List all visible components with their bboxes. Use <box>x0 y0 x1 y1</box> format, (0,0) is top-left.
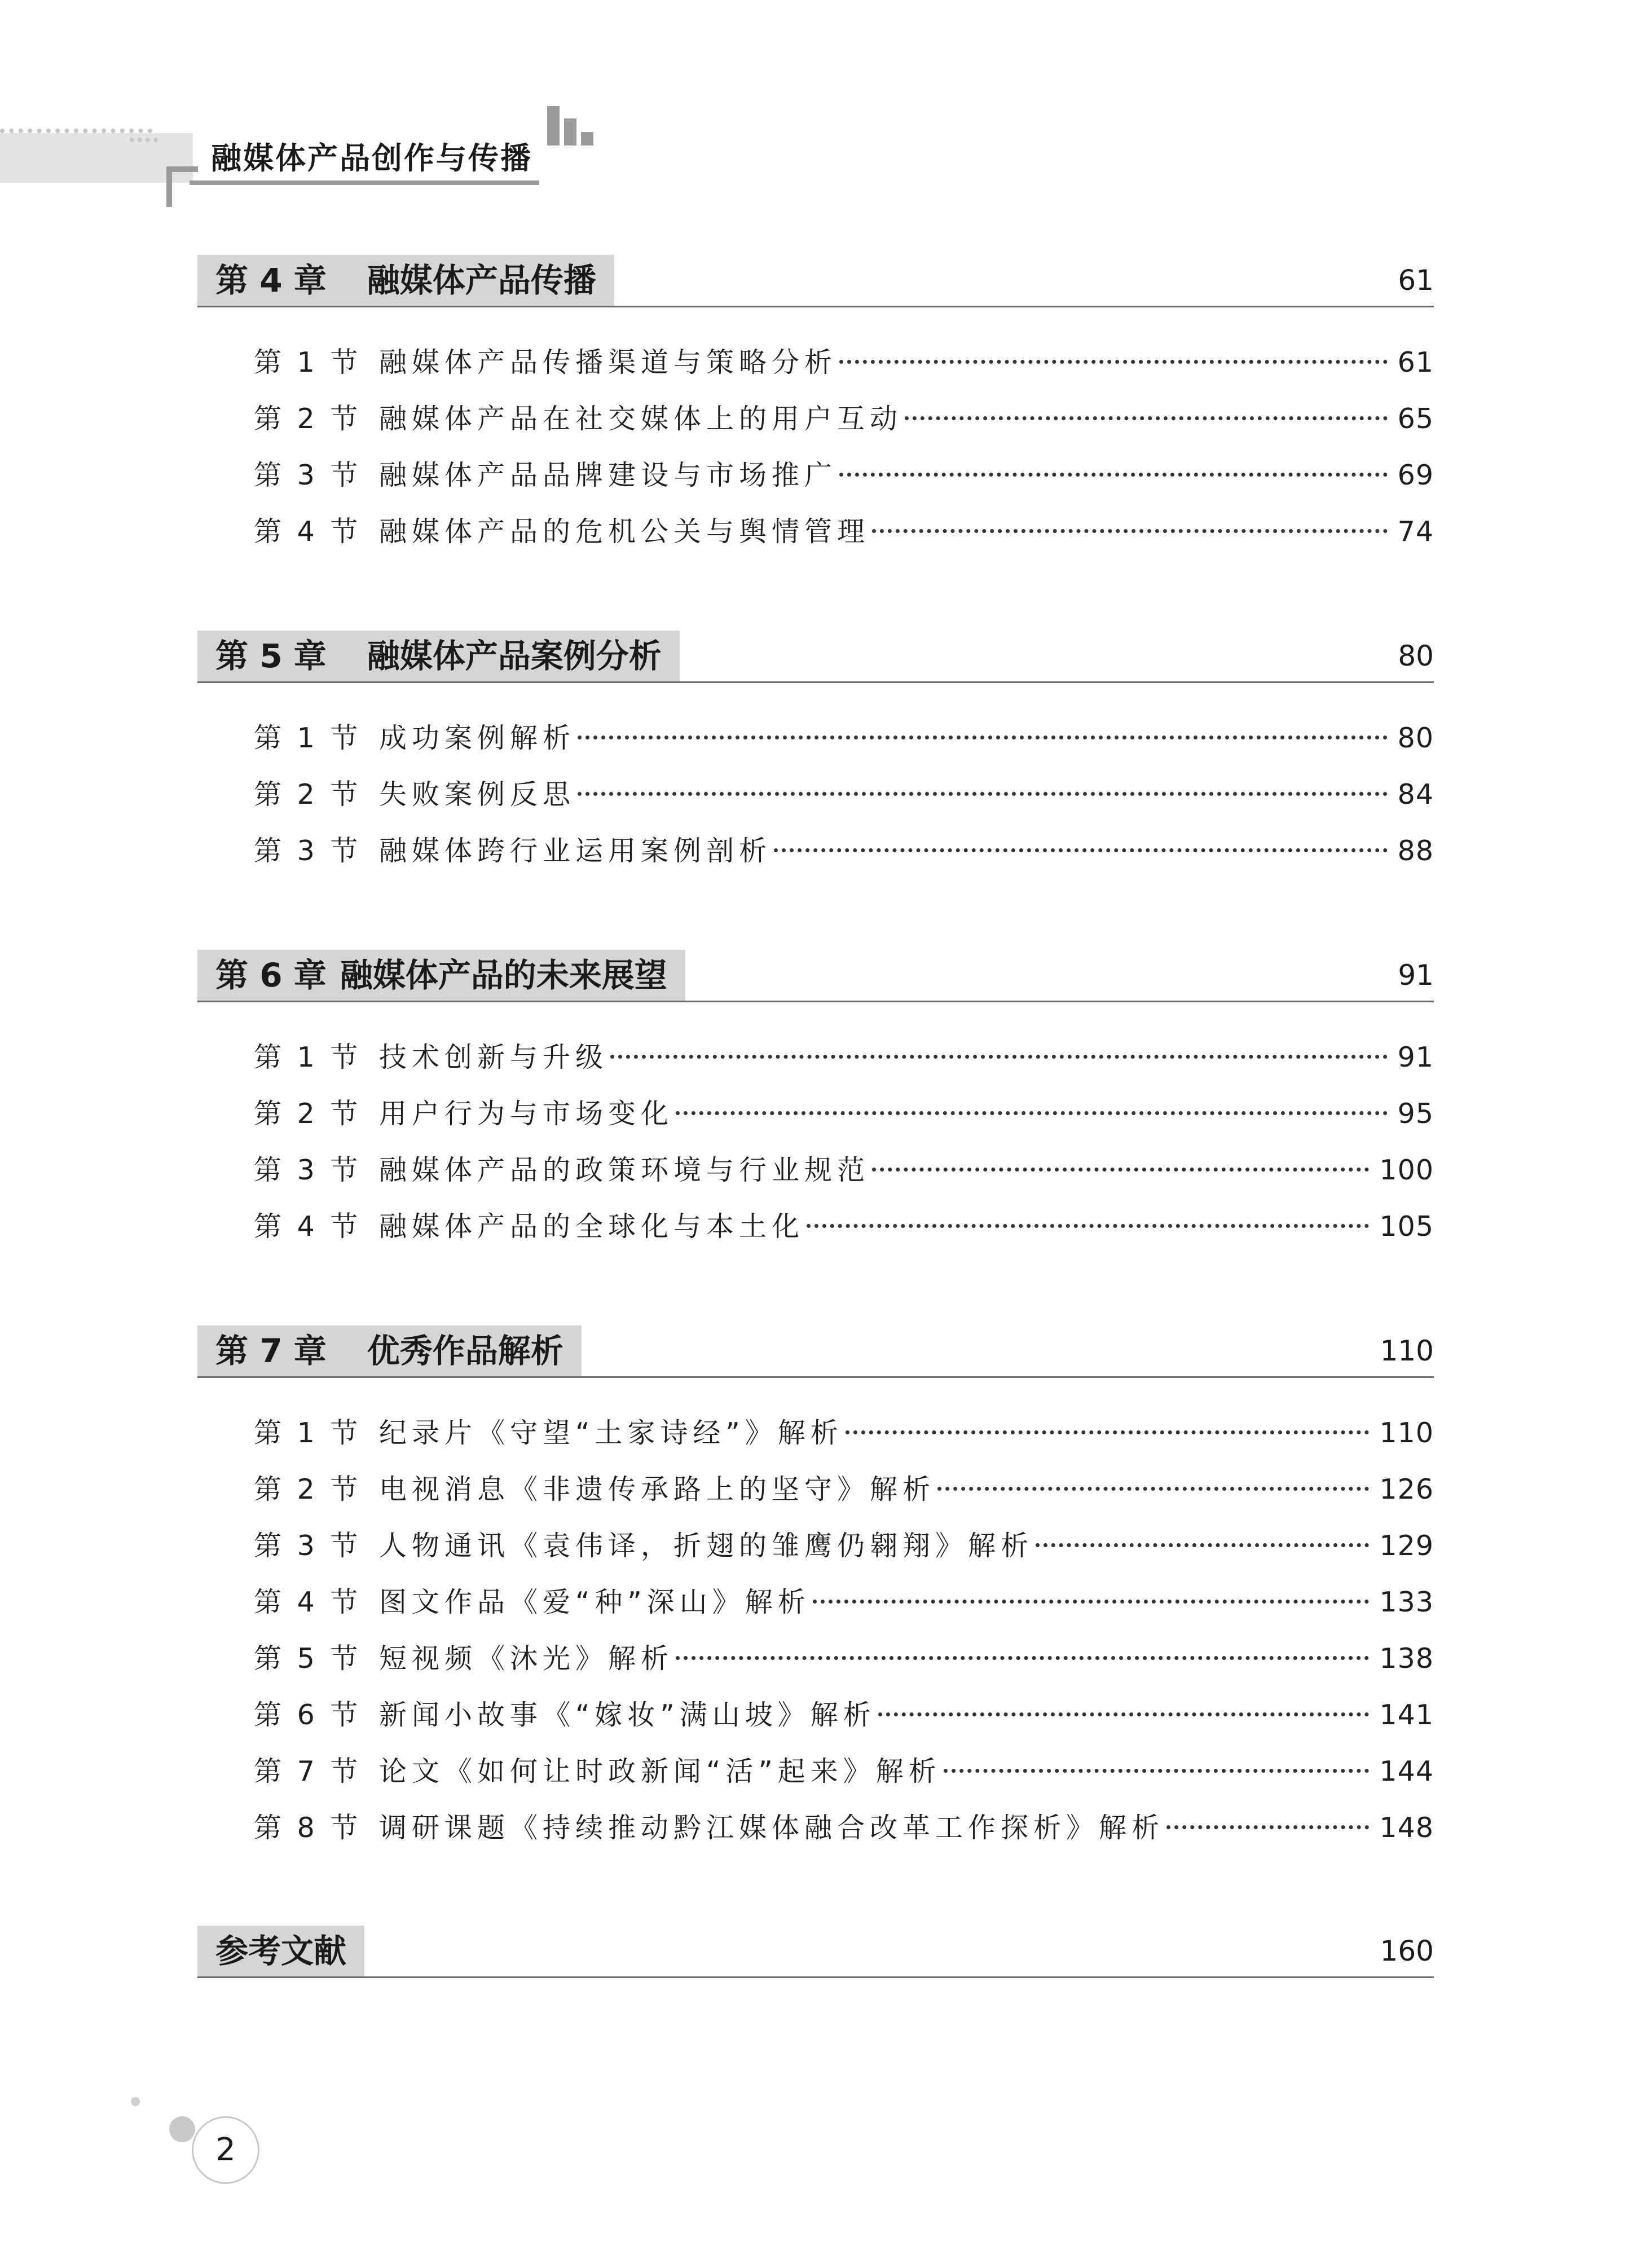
toc-entry[interactable]: 第 5 节 短视频《沐光》解析 138 <box>254 1642 1434 1675</box>
toc-entry[interactable]: 第 3 节 人物通讯《袁伟译，折翅的雏鹰仍翱翔》解析 129 <box>254 1530 1434 1562</box>
chapter-label: 第 5 章 融媒体产品案例分析 <box>197 631 680 681</box>
chapter-label: 第 4 章 融媒体产品传播 <box>197 255 614 306</box>
chapter-6 <box>197 950 1434 1255</box>
toc-entry[interactable]: 第 1 节 纪录片《守望“土家诗经”》解析 110 <box>254 1417 1434 1449</box>
dot-leader <box>676 1656 1369 1660</box>
chapter-heading[interactable] <box>197 631 1434 683</box>
toc-entry[interactable]: 第 1 节 融媒体产品传播渠道与策略分析 61 <box>254 346 1434 378</box>
chapter-5 <box>197 631 1434 879</box>
toc-entry[interactable]: 第 2 节 用户行为与市场变化 95 <box>254 1098 1434 1130</box>
dot-leader <box>872 1168 1369 1172</box>
header-corner-ornament <box>166 166 198 207</box>
toc-entry[interactable]: 第 1 节 成功案例解析 80 <box>254 722 1434 754</box>
chapter-page: 91 <box>1398 959 1434 992</box>
header-dots <box>0 129 152 133</box>
dot-leader <box>878 1712 1370 1716</box>
dot-leader <box>813 1600 1370 1604</box>
chapter-label: 第 7 章 优秀作品解析 <box>197 1325 582 1376</box>
references-page: 160 <box>1380 1935 1434 1967</box>
dot-leader <box>937 1487 1369 1491</box>
running-header-title: 融媒体产品创作与传播 <box>211 140 532 176</box>
toc-entry[interactable]: 第 2 节 融媒体产品在社交媒体上的用户互动 65 <box>254 403 1434 435</box>
toc-entry[interactable]: 第 4 节 融媒体产品的危机公关与舆情管理 74 <box>254 516 1434 548</box>
chapter-heading[interactable] <box>197 1325 1434 1378</box>
dot-leader <box>807 1224 1369 1228</box>
toc-entry[interactable]: 第 3 节 融媒体产品的政策环境与行业规范 100 <box>254 1154 1434 1186</box>
references-heading[interactable] <box>197 1926 1434 1978</box>
dot-leader <box>610 1055 1388 1059</box>
dot-leader <box>774 848 1388 852</box>
chapter-heading[interactable] <box>197 950 1434 1002</box>
toc-entry[interactable]: 第 6 节 新闻小故事《“嫁妆”满山坡》解析 141 <box>254 1699 1434 1731</box>
dot-leader <box>578 736 1388 739</box>
dot-leader <box>676 1111 1388 1115</box>
toc-entry[interactable]: 第 1 节 技术创新与升级 91 <box>254 1041 1434 1073</box>
header-rule <box>190 180 539 185</box>
references <box>197 1926 1434 1978</box>
toc-entry[interactable]: 第 7 节 论文《如何让时政新闻“活”起来》解析 144 <box>254 1755 1434 1787</box>
chapter-page: 80 <box>1398 640 1434 672</box>
dot-leader <box>872 529 1388 533</box>
toc-entry[interactable]: 第 8 节 调研课题《持续推动黔江媒体融合改革工作探析》解析 148 <box>254 1812 1434 1844</box>
dot-leader <box>839 473 1388 477</box>
toc-entry[interactable]: 第 4 节 图文作品《爱“种”深山》解析 133 <box>254 1586 1434 1618</box>
dot-leader <box>1036 1543 1369 1547</box>
chapter-page: 110 <box>1380 1335 1434 1367</box>
chapter-7 <box>197 1325 1434 1856</box>
page-number: 2 <box>215 2132 236 2168</box>
dot-leader <box>846 1430 1370 1434</box>
dot-leader <box>905 416 1388 420</box>
chapter-4 <box>197 255 1434 560</box>
chapter-page: 61 <box>1398 264 1434 297</box>
toc-entry[interactable]: 第 2 节 电视消息《非遗传承路上的坚守》解析 126 <box>254 1473 1434 1505</box>
dot-leader <box>578 792 1388 796</box>
toc-entry[interactable]: 第 4 节 融媒体产品的全球化与本土化 105 <box>254 1210 1434 1243</box>
chapter-heading[interactable] <box>197 255 1434 307</box>
footer-dot-small <box>131 2097 140 2106</box>
toc-entry[interactable]: 第 3 节 融媒体跨行业运用案例剖析 88 <box>254 835 1434 867</box>
dot-leader <box>944 1769 1370 1773</box>
references-label: 参考文献 <box>197 1926 364 1976</box>
toc-entry[interactable]: 第 3 节 融媒体产品品牌建设与市场推广 69 <box>254 459 1434 491</box>
header-dots-step <box>130 138 158 142</box>
dot-leader <box>1166 1825 1369 1829</box>
chapter-label: 第 6 章 融媒体产品的未来展望 <box>197 950 685 1001</box>
toc-entry[interactable]: 第 2 节 失败案例反思 84 <box>254 778 1434 811</box>
dot-leader <box>839 360 1388 364</box>
